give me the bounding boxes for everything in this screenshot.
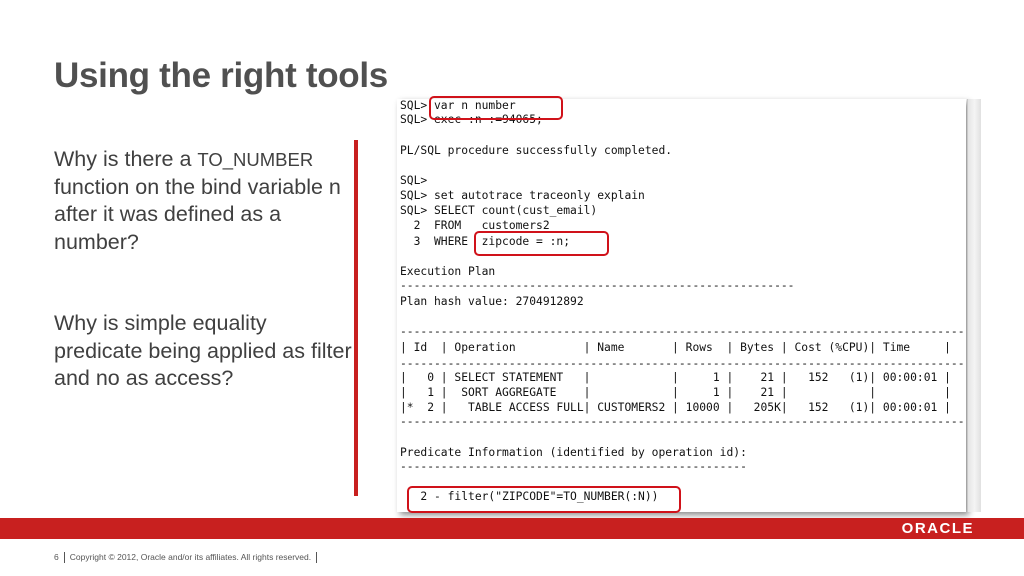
terminal-line: ----------------------------------------------------------------------------------- xyxy=(400,357,965,370)
terminal-line: Predicate Information (identified by operation id): xyxy=(400,446,747,459)
terminal-line: 2 FROM customers2 xyxy=(400,219,550,232)
highlight-zipcode-bind xyxy=(474,231,609,256)
terminal-line: |* 2 | TABLE ACCESS FULL| CUSTOMERS2 | 10000 | 205K| 152 (1)| 00:00:01 | xyxy=(400,401,951,414)
terminal-line: SQL> xyxy=(400,174,428,187)
highlight-var-n-number xyxy=(429,96,563,120)
terminal-line: ---------------------------------------------------------- xyxy=(400,279,795,292)
terminal-line: 3 WHERE zipcode = :n; xyxy=(400,235,571,248)
terminal-line: SQL> set autotrace traceonly explain xyxy=(400,189,645,202)
oracle-logo: ORACLE xyxy=(901,520,974,537)
terminal-line: --------------------------------------------------- xyxy=(400,460,747,473)
question-text-part: Why is there a xyxy=(54,147,198,171)
terminal-line: SQL> exec :n :=94065; xyxy=(400,113,543,126)
highlight-to-number-filter xyxy=(407,486,681,513)
terminal-line: Plan hash value: 2704912892 xyxy=(400,295,584,308)
question-code-term: TO_NUMBER xyxy=(197,149,314,170)
footer-red-bar xyxy=(0,518,1024,539)
page-number: 6 xyxy=(54,552,59,562)
footer-divider xyxy=(316,552,317,563)
question-to-number xyxy=(54,146,354,256)
footer xyxy=(54,552,322,563)
divider-rule xyxy=(354,140,358,496)
terminal-line: PL/SQL procedure successfully completed. xyxy=(400,144,673,157)
terminal-scrollbar[interactable] xyxy=(967,99,981,512)
copyright-text: Copyright © 2012, Oracle and/or its affiliates. All rights reserved. xyxy=(69,552,312,562)
sqlplus-terminal-screenshot xyxy=(397,99,966,512)
terminal-line: 2 - filter("ZIPCODE"=TO_NUMBER(:N)) xyxy=(400,490,659,503)
terminal-line: SQL> SELECT count(cust_email) xyxy=(400,204,598,217)
terminal-line: Execution Plan xyxy=(400,265,496,278)
terminal-line: ----------------------------------------------------------------------------------- xyxy=(400,325,965,338)
terminal-line: ----------------------------------------------------------------------------------- xyxy=(400,415,965,428)
terminal-line: | Id | Operation | Name | Rows | Bytes | Cost (%CPU)| Time | xyxy=(400,341,951,354)
terminal-line: | 0 | SELECT STATEMENT | | 1 | 21 | 152 (1)| 00:00:01 | xyxy=(400,371,951,384)
terminal-line: | 1 | SORT AGGREGATE | | 1 | 21 | | | xyxy=(400,386,951,399)
terminal-line: SQL> var n number xyxy=(400,99,516,112)
question-filter-vs-access: Why is simple equality predicate being applied as filter and no as access? xyxy=(54,311,352,390)
footer-divider xyxy=(64,552,65,563)
slide-title: Using the right tools xyxy=(54,56,388,95)
question-text-part: function on the bind variable n after it was defined as a number? xyxy=(54,174,341,254)
